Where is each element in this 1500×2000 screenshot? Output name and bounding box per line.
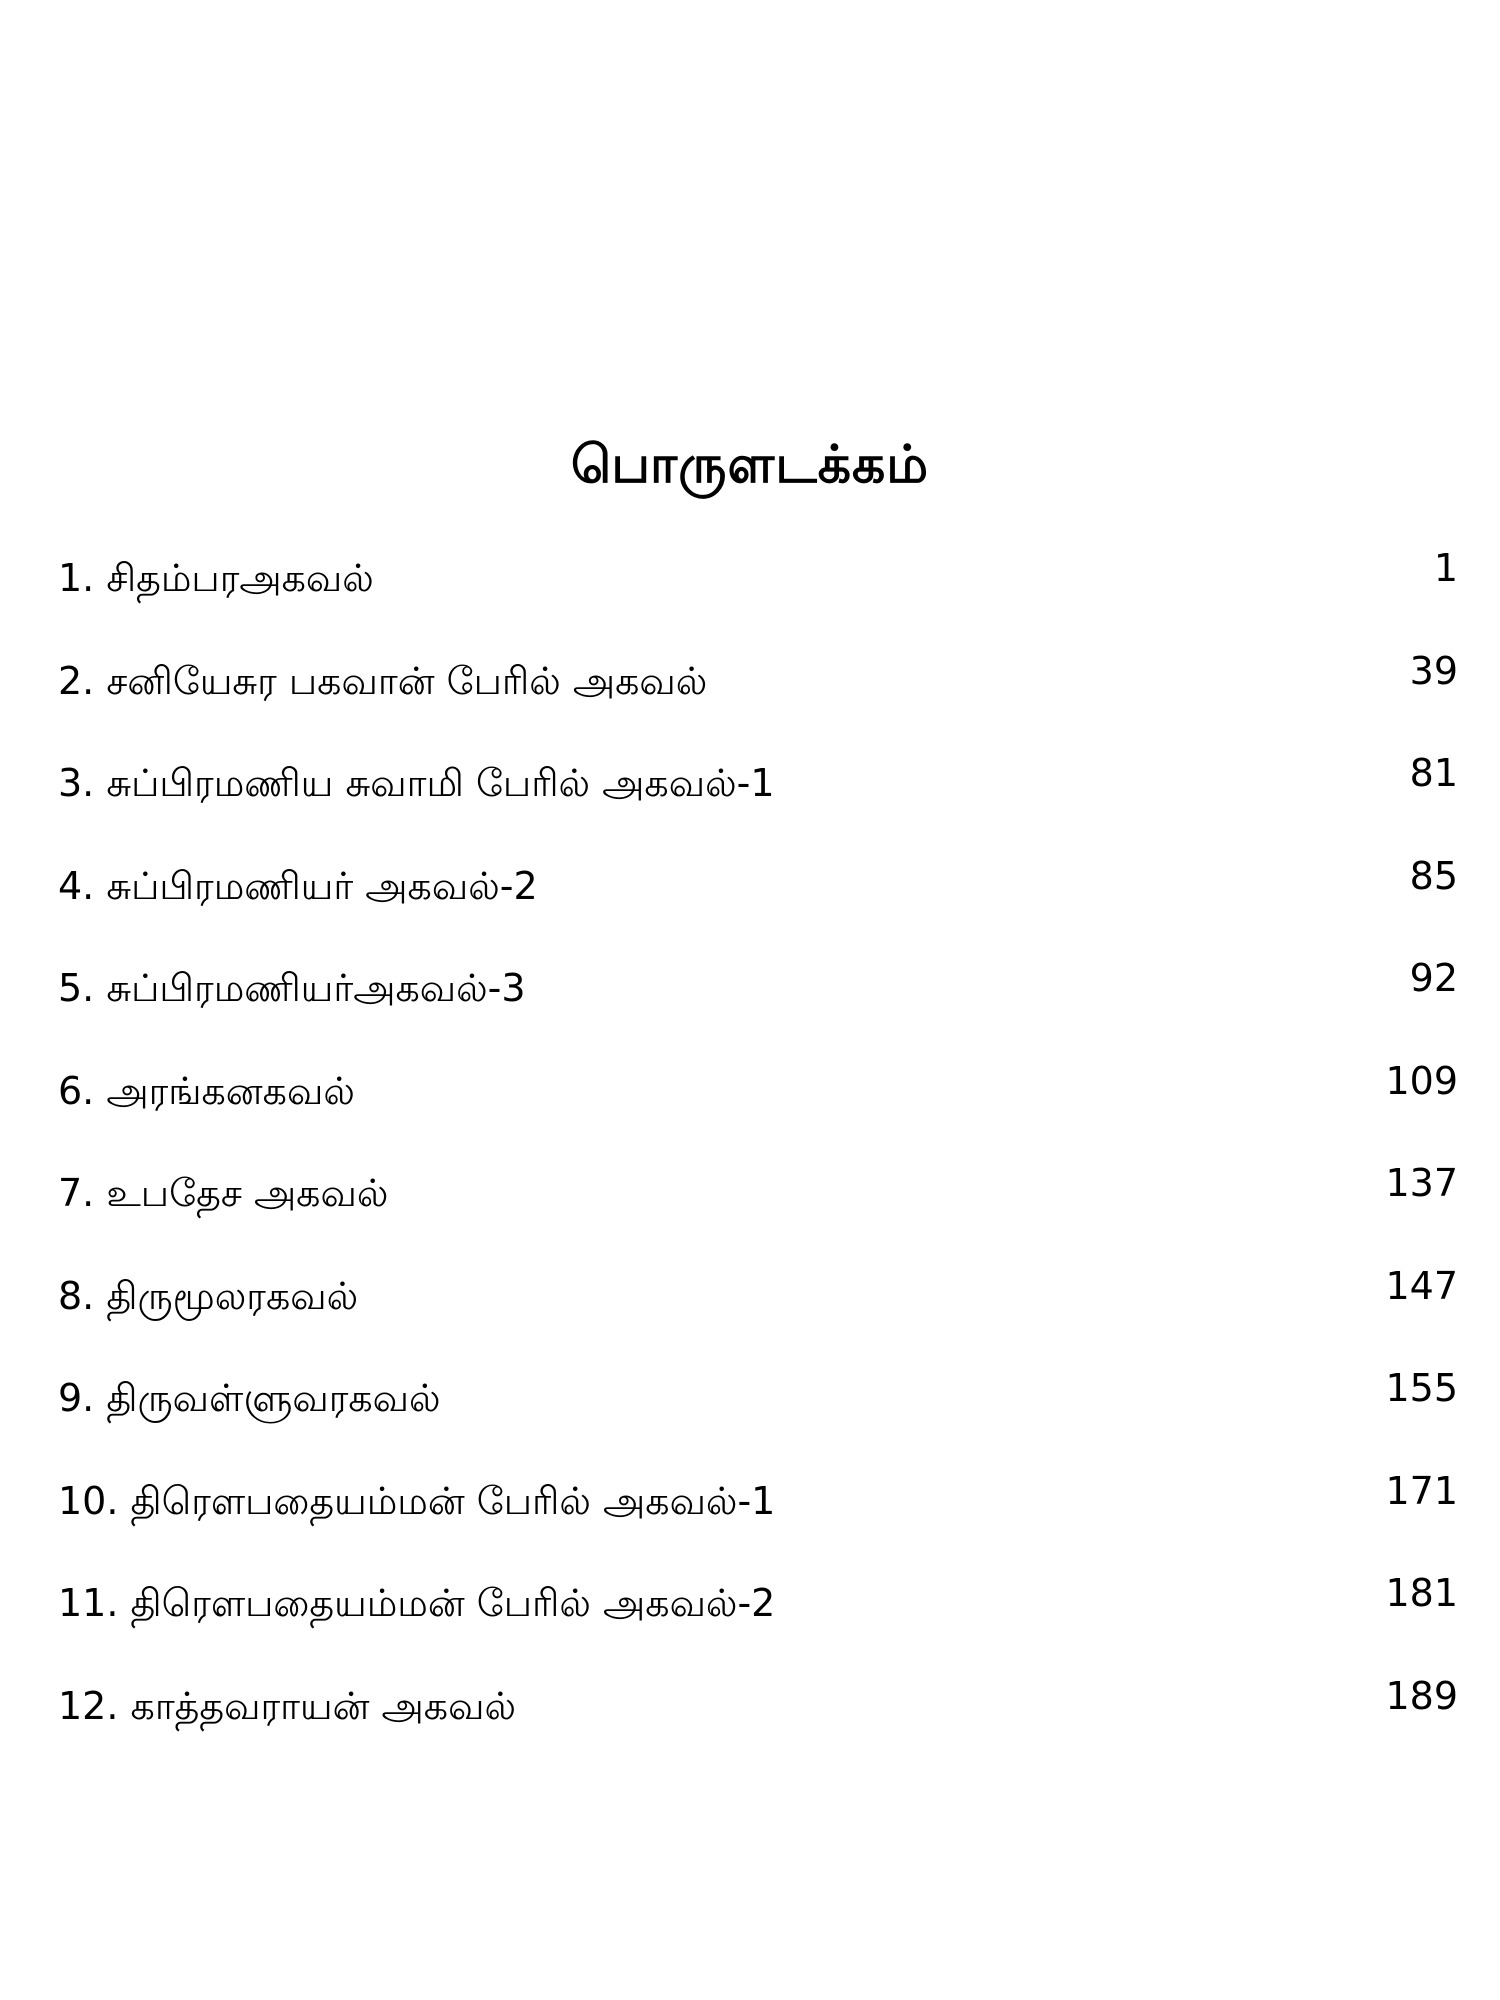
toc-entry-page: 85	[1409, 853, 1458, 898]
toc-entry	[58, 958, 1458, 1061]
toc-entry-page: 1	[1433, 546, 1458, 590]
toc-entry-label: 9. திருவள்ளுவரகவல்	[58, 1376, 441, 1420]
toc-entry-label: 8. திருமூலரகவல்	[58, 1273, 359, 1318]
toc-entry	[58, 1163, 1458, 1266]
toc-entry-label: 12. காத்தவராயன் அகவல்	[58, 1683, 516, 1728]
toc-entry	[58, 548, 1458, 651]
toc-title: பொருளடக்கம்	[570, 435, 930, 495]
toc-entry-page: 155	[1385, 1366, 1458, 1410]
toc-entry-label: 11. திரௌபதையம்மன் பேரில் அகவல்-2	[58, 1581, 776, 1625]
toc-entry	[58, 1573, 1458, 1676]
toc-entry-label: 6. அரங்கனகவல்	[58, 1068, 355, 1113]
toc-entry	[58, 1058, 1458, 1164]
toc-entry-page: 109	[1385, 1058, 1458, 1103]
toc-entry	[58, 1368, 1458, 1471]
toc-entry-label: 4. சுப்பிரமணியர் அகவல்-2	[58, 863, 538, 908]
toc-entry-label: 3. சுப்பிரமணிய சுவாமி பேரில் அகவல்-1	[58, 761, 775, 805]
toc-entry-page: 39	[1409, 648, 1458, 693]
toc-entry-page: 181	[1385, 1571, 1458, 1615]
toc-entry-page: 81	[1409, 751, 1458, 795]
toc-entry-label: 2. சனியேசுர பகவான் பேரில் அகவல்	[58, 658, 708, 703]
toc-entry	[58, 1468, 1458, 1574]
table-of-contents	[58, 548, 1458, 1778]
toc-entry-page: 137	[1385, 1161, 1458, 1205]
toc-entry	[58, 1263, 1458, 1369]
toc-entry	[58, 648, 1458, 754]
toc-entry-page: 171	[1385, 1468, 1458, 1513]
toc-entry-page: 92	[1409, 956, 1458, 1000]
toc-entry	[58, 753, 1458, 856]
toc-entry-page: 147	[1385, 1263, 1458, 1308]
toc-entry-label: 10. திரௌபதையம்மன் பேரில் அகவல்-1	[58, 1478, 776, 1523]
toc-entry-label: 5. சுப்பிரமணியர்அகவல்-3	[58, 966, 526, 1010]
toc-entry	[58, 853, 1458, 959]
toc-entry-page: 189	[1385, 1673, 1458, 1718]
toc-entry	[58, 1673, 1458, 1779]
toc-entry-label: 7. உபதேச அகவல்	[58, 1171, 389, 1215]
toc-entry-label: 1. சிதம்பரஅகவல்	[58, 556, 374, 600]
